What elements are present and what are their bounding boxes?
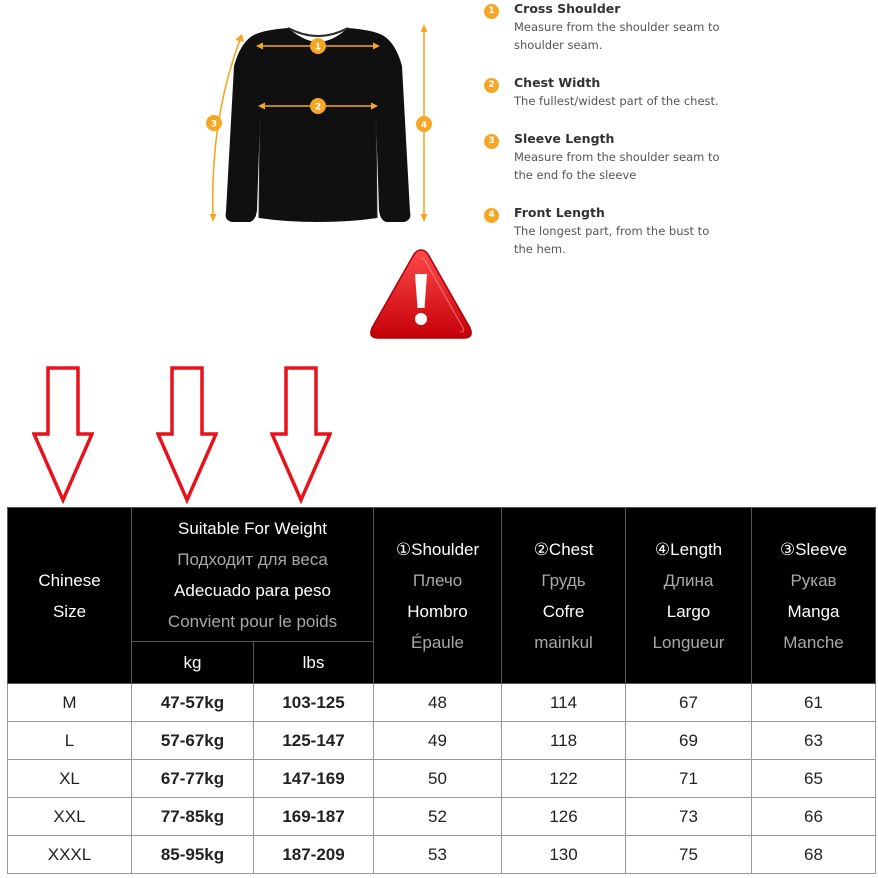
header-line: Рукав — [790, 570, 837, 590]
sleeve-header — [752, 508, 876, 684]
number-badge: 3 — [484, 134, 499, 149]
header-line: Cofre — [542, 601, 585, 621]
shoulder-header — [374, 508, 502, 684]
lbs-cell: 125-147 — [254, 722, 374, 760]
arrow-down-icon — [32, 366, 94, 504]
marker-4-label: 4 — [420, 120, 428, 131]
length-cell: 73 — [626, 798, 752, 836]
header-line: ④Length — [654, 539, 723, 559]
length-cell: 71 — [626, 760, 752, 798]
header-line: Manga — [787, 601, 840, 621]
size-cell: XXXL — [8, 836, 132, 874]
kg-cell: 85-95kg — [132, 836, 254, 874]
sleeve-cell: 65 — [752, 760, 876, 798]
header-line: Плечо — [412, 570, 463, 590]
weight-header — [132, 508, 374, 642]
warning-icon — [368, 246, 474, 342]
lbs-header: lbs — [254, 642, 374, 684]
kg-cell: 67-77kg — [132, 760, 254, 798]
header-line: Adecuado para peso — [174, 580, 331, 600]
header-line: Manche — [783, 632, 844, 652]
size-cell: XXL — [8, 798, 132, 836]
size-chart-table — [7, 507, 876, 874]
header-line: ①Shoulder — [395, 539, 480, 559]
header-line: Chinese — [38, 570, 101, 590]
length-cell: 67 — [626, 684, 752, 722]
header-line: Грудь — [541, 570, 586, 590]
lbs-cell: 103-125 — [254, 684, 374, 722]
shoulder-cell: 49 — [374, 722, 502, 760]
table-row — [8, 798, 876, 836]
header-line: Épaule — [411, 632, 464, 652]
legend-description: The longest part, from the bust to the hem. — [514, 224, 710, 256]
table-row — [8, 684, 876, 722]
header-line: Hombro — [407, 601, 468, 621]
shoulder-cell: 48 — [374, 684, 502, 722]
header-line: ③Sleeve — [779, 539, 848, 559]
legend-description: Measure from the shoulder seam to the end fo the sleeve — [514, 150, 720, 182]
legend-title: Chest Width — [514, 75, 601, 90]
sleeve-cell: 68 — [752, 836, 876, 874]
chest-header — [502, 508, 626, 684]
header-line: Longueur — [652, 632, 725, 652]
chest-cell: 126 — [502, 798, 626, 836]
arrow-down-icon — [156, 366, 218, 504]
header-line: Convient pour le poids — [167, 611, 338, 631]
header-line: Largo — [666, 601, 711, 621]
length-header — [626, 508, 752, 684]
legend-title: Front Length — [514, 205, 605, 220]
legend-description: Measure from the shoulder seam to shoulder seam. — [514, 20, 720, 52]
header-line: mainkul — [534, 632, 593, 652]
legend-description: The fullest/widest part of the chest. — [514, 94, 719, 108]
lbs-cell: 169-187 — [254, 798, 374, 836]
marker-2-label: 2 — [314, 102, 322, 113]
size-header — [8, 508, 132, 684]
kg-cell: 57-67kg — [132, 722, 254, 760]
header-line: Длина — [663, 570, 714, 590]
length-cell: 75 — [626, 836, 752, 874]
chest-cell: 130 — [502, 836, 626, 874]
sleeve-cell: 66 — [752, 798, 876, 836]
header-line: Suitable For Weight — [178, 518, 327, 538]
header-line: Size — [52, 601, 87, 621]
table-row — [8, 722, 876, 760]
arrow-down-icon — [270, 366, 332, 504]
size-cell: M — [8, 684, 132, 722]
marker-1-label: 1 — [314, 42, 322, 53]
sleeve-cell: 63 — [752, 722, 876, 760]
number-badge: 2 — [484, 78, 499, 93]
number-badge: 1 — [484, 4, 499, 19]
kg-cell: 77-85kg — [132, 798, 254, 836]
lbs-cell: 187-209 — [254, 836, 374, 874]
kg-cell: 47-57kg — [132, 684, 254, 722]
chest-cell: 122 — [502, 760, 626, 798]
table-row — [8, 836, 876, 874]
header-line: Подходит для веса — [177, 549, 328, 569]
header-line: ②Chest — [533, 539, 594, 559]
shirt-measurement-figure — [190, 0, 450, 236]
length-cell: 69 — [626, 722, 752, 760]
table-row — [8, 760, 876, 798]
legend-title: Cross Shoulder — [514, 1, 621, 16]
number-badge: 4 — [484, 208, 499, 223]
shoulder-cell: 53 — [374, 836, 502, 874]
kg-header: kg — [132, 642, 254, 684]
legend-title: Sleeve Length — [514, 131, 615, 146]
lbs-cell: 147-169 — [254, 760, 374, 798]
size-cell: L — [8, 722, 132, 760]
shirt-image — [226, 28, 411, 222]
shoulder-cell: 50 — [374, 760, 502, 798]
marker-3-label: 3 — [210, 119, 218, 130]
shoulder-cell: 52 — [374, 798, 502, 836]
sleeve-cell: 61 — [752, 684, 876, 722]
size-cell: XL — [8, 760, 132, 798]
chest-cell: 118 — [502, 722, 626, 760]
chest-cell: 114 — [502, 684, 626, 722]
